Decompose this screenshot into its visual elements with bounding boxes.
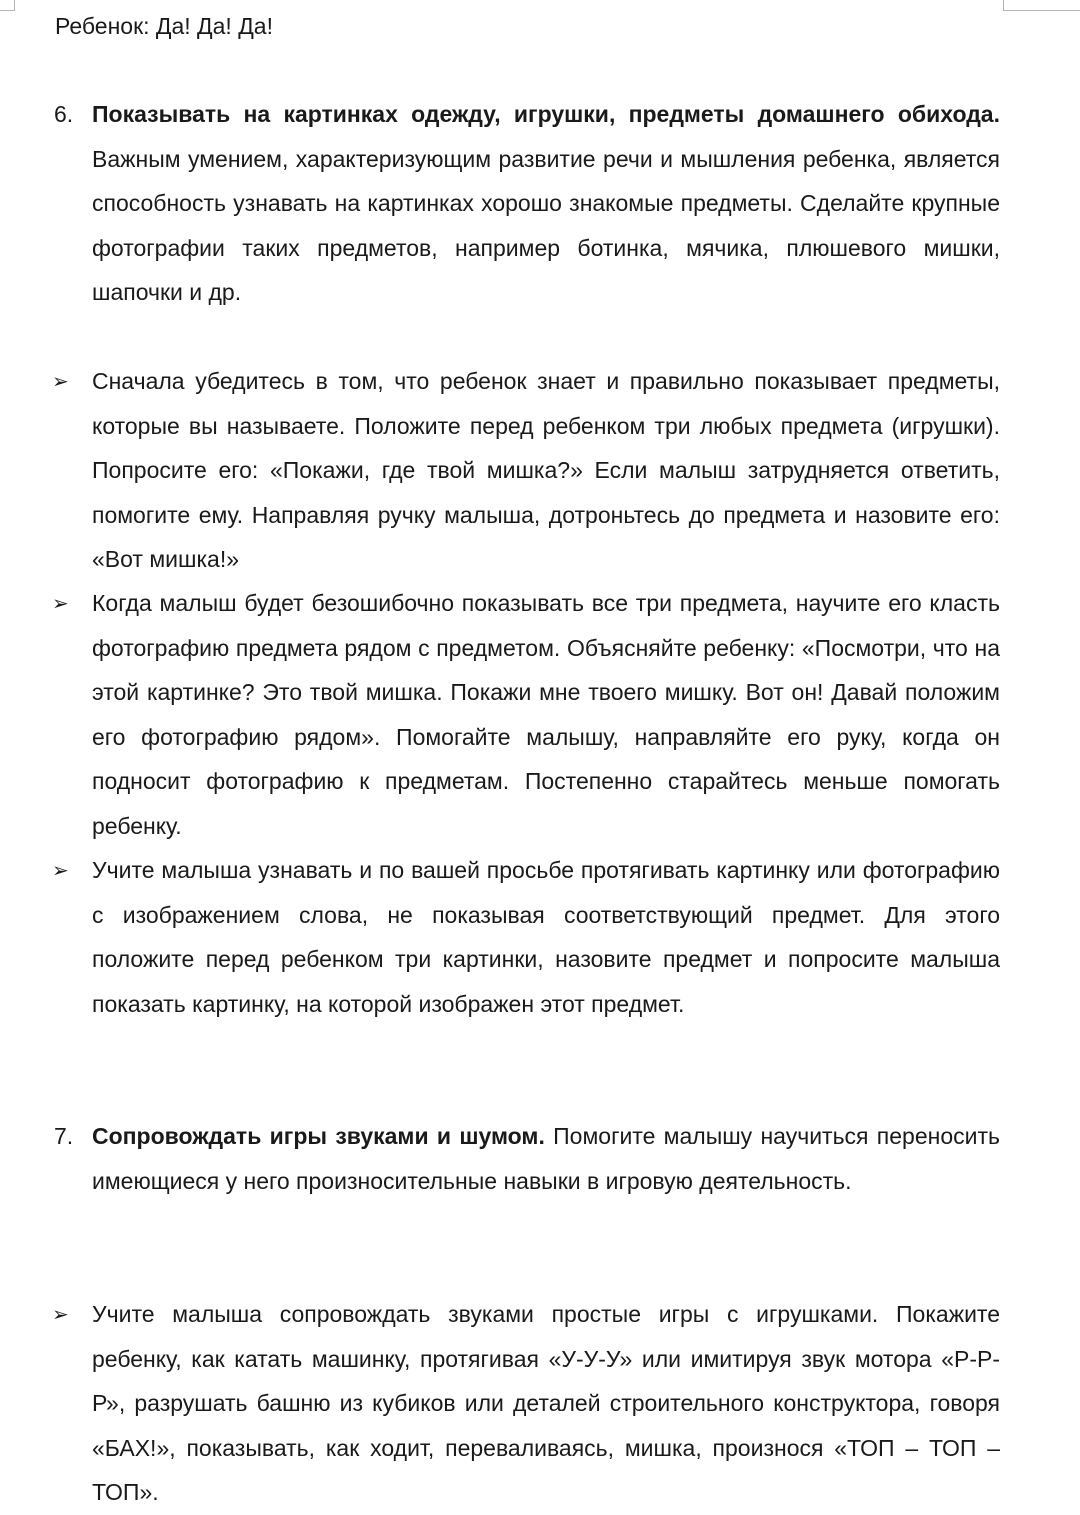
bullet-item <box>52 1292 1000 1515</box>
item-heading: Показывать на картинках одежду, игрушки, предметы домашнего обихода. <box>92 101 1000 127</box>
bullet-arrow-icon: ➢ <box>52 858 69 882</box>
bullet-arrow-icon: ➢ <box>52 1302 69 1326</box>
item-text: Учите малыша сопровождать звуками простые игры с игрушками. Покажите ребенку, как катать машинку, протягивая «У-У-У» или имитируя звук мотора «Р-Р-Р», разрушать башню из кубиков или деталей строительного конструктора, говоря «БАХ!», показывать, как ходит, переваливаясь, мишка, произнося «ТОП – ТОП – ТОП». <box>92 1301 1000 1505</box>
page-corner-mark-right <box>1003 0 1080 11</box>
bullet-item <box>52 848 1000 1026</box>
item-heading: Сопровождать игры звуками и шумом. <box>92 1123 545 1149</box>
bullet-item <box>52 581 1000 848</box>
bullet-arrow-icon: ➢ <box>52 369 69 393</box>
item-number: 7. <box>54 1123 74 1149</box>
page-corner-mark-left <box>0 0 15 11</box>
bullet-item <box>52 359 1000 582</box>
item-number: 6. <box>54 101 74 127</box>
item-text: Важным умением, характеризующим развитие речи и мышления ребенка, является способность узнавать на картинках хорошо знакомые предметы. Сделайте крупные фотографии таких предметов, например ботинка, мячика, плюшевого мишки, шапочки и др. <box>92 145 1000 305</box>
bullet-arrow-icon: ➢ <box>52 591 69 615</box>
item-text: Помогите малышу научиться переносить имеющиеся у него произносительные навыки в игровую деятельность. <box>92 1123 1000 1194</box>
item-text: Сначала убедитесь в том, что ребенок знает и правильно показывает предметы, которые вы называете. Положите перед ребенком три любых предмета (игрушки). Попросите его: «Покажи, где твой мишка?» Если малыш затрудняется ответить, помогите ему. Направляя ручку малыша, дотроньтесь до предмета и назовите его: «Вот мишка!» <box>92 368 1000 572</box>
dialogue-line: Ребенок: Да! Да! Да! <box>55 13 273 39</box>
numbered-item-7 <box>54 1114 1000 1203</box>
numbered-item-6 <box>54 92 1000 315</box>
item-text: Когда малыш будет безошибочно показывать все три предмета, научите его класть фотографию предмета рядом с предметом. Объясняйте ребенку: «Посмотри, что на этой картинке? Это твой мишка. Покажи мне твоего мишку. Вот он! Давай положим его фотографию рядом». Помогайте малышу, направляйте его руку, когда он подносит фотографию к предметам. Постепенно старайтесь меньше помогать ребенку. <box>92 590 1000 839</box>
item-text: Учите малыша узнавать и по вашей просьбе протягивать картинку или фотографию с изображением слова, не показывая соответствующий предмет. Для этого положите перед ребенком три картинки, назовите предмет и попросите малыша показать картинку, на которой изображен этот предмет. <box>92 857 1000 1017</box>
